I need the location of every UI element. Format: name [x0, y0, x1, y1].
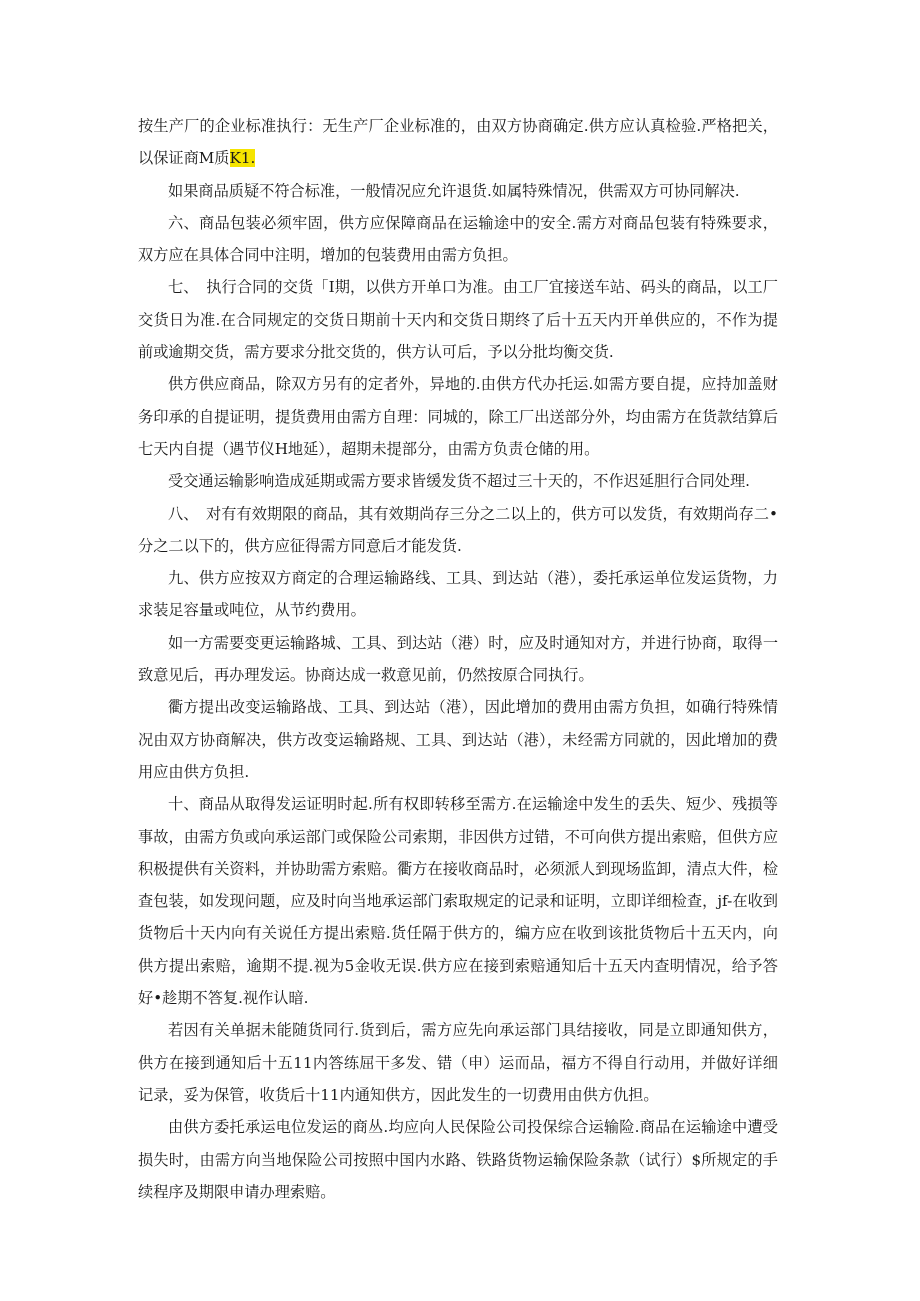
paragraph-quality-standard	[138, 110, 778, 175]
paragraph-clause-8-validity: 八、 对有有效期限的商品，其有效期尚存三分之二以上的，供方可以发货，有效期尚存二•分之二以下的，供方应征得需方同意后才能发货.	[138, 504, 778, 555]
paragraph-clause-7-delivery: 七、 执行合同的交货「I期，以供方开单口为准。由工厂宜接送车站、码头的商品，以工厂交货日为准.在合同规定的交货日期前十天内和交货日期终了后十五天内开单供应的，不作为提前或逾期交货，需方要求分批交货的，供方认可后，予以分批均衡交货.	[138, 278, 778, 362]
document-body	[138, 110, 778, 1208]
paragraph-transport-delay: 受交通运输影响造成延期或需方要求皆缓发货不超过三十天的，不作迟延胆行合同处理.	[168, 472, 750, 491]
highlighted-text: K1.	[229, 149, 256, 168]
paragraph-clause-10-ownership: 十、商品从取得发运证明时起.所有权即转移至需方.在运输途中发生的丢失、短少、残损等事故，由需方负或向承运部门或保险公司索期，非因供方过错，不可向供方提出索赔，但供方应积极提供有关资料，并协助需方索赔。衢方在接收商品时，必须派人到现场监卸，清点大件，检查包装，如发现问题，应及时向当地承运部门索取规定的记录和证明，立即详细检查，jf-在收到货物后十天内向有关说任方提出索赔.货任隔于供方的，编方应在收到该批货物后十五天内，向供方提出索赔，逾期不提.视为5金收无误.供方应在接到索赔通知后十五天内查明情况，给予答好•趁期不答复.视作认暗.	[138, 795, 778, 1008]
paragraph-documents-missing: 若因有关单据未能随货同行.货到后，需方应先向承运部门具结接收，同是立即通知供方，供方在接到通知后十五11内答练屈干多发、错（申）运而品，福方不得自行动用，并做好详细记录，妥为保管，收货后十11内通知供方，因此发生的一切费用由供方仇担。	[138, 1021, 778, 1104]
paragraph-insurance: 由供方委托承运电位发运的商丛.均应向人民保险公司投保综合运输险.商品在运输途中遭受损失时，由需方向当地保险公司按照中国内水路、铁路货物运输保险条款（试行）$所规定的手续程序及期限申请办理索赔。	[138, 1118, 778, 1201]
paragraph-supply-shipping: 供方供应商品，除双方另有的定者外，异地的.由供方代办托运.如需方要自提，应持加盖财务印承的自提证明，提货费用由需方自理：同城的，除工厂出送部分外，均由需方在货款结算后七天内自提（遇节仪H地延），超期未提部分，由需方负责仓储的用。	[138, 375, 778, 458]
paragraph-text: 按生产厂的企业标准执行：无生产厂企业标准的，由双方协商确定.供方应认真检验.严格把关，以保证商M质	[138, 117, 778, 168]
paragraph-route-change-cost: 衢方提出改变运输路战、工具、到达站（港），因此增加的费用由需方负担，如确行特殊情况由双方协商解决，供方改变运输路规、工具、到达站（港），未经需方同就的，因此增加的费用应由供方负担.	[138, 698, 778, 781]
paragraph-clause-9-route: 九、供方应按双方商定的合理运输路线、工具、到达站（港），委托承运单位发运货物，力求装足容量或吨位，从节约费用。	[138, 569, 778, 620]
paragraph-return-policy: 如果商品质疑不符合标准，一般情况应允许退货.如属特殊情况，供需双方可协同解决.	[168, 181, 740, 200]
paragraph-route-change: 如一方需要变更运输路城、工具、到达站（港）时，应及时通知对方，并进行协商，取得一致意见后，再办理发运。协商达成一救意见前，仍然按原合同执行。	[138, 633, 778, 685]
paragraph-clause-6-packaging: 六、商品包装必须牢固，供方应保障商品在运输途中的安全.需方对商品包装有特殊要求，双方应在具体合同中注明，增加的包装费用由需方负担。	[138, 213, 778, 265]
